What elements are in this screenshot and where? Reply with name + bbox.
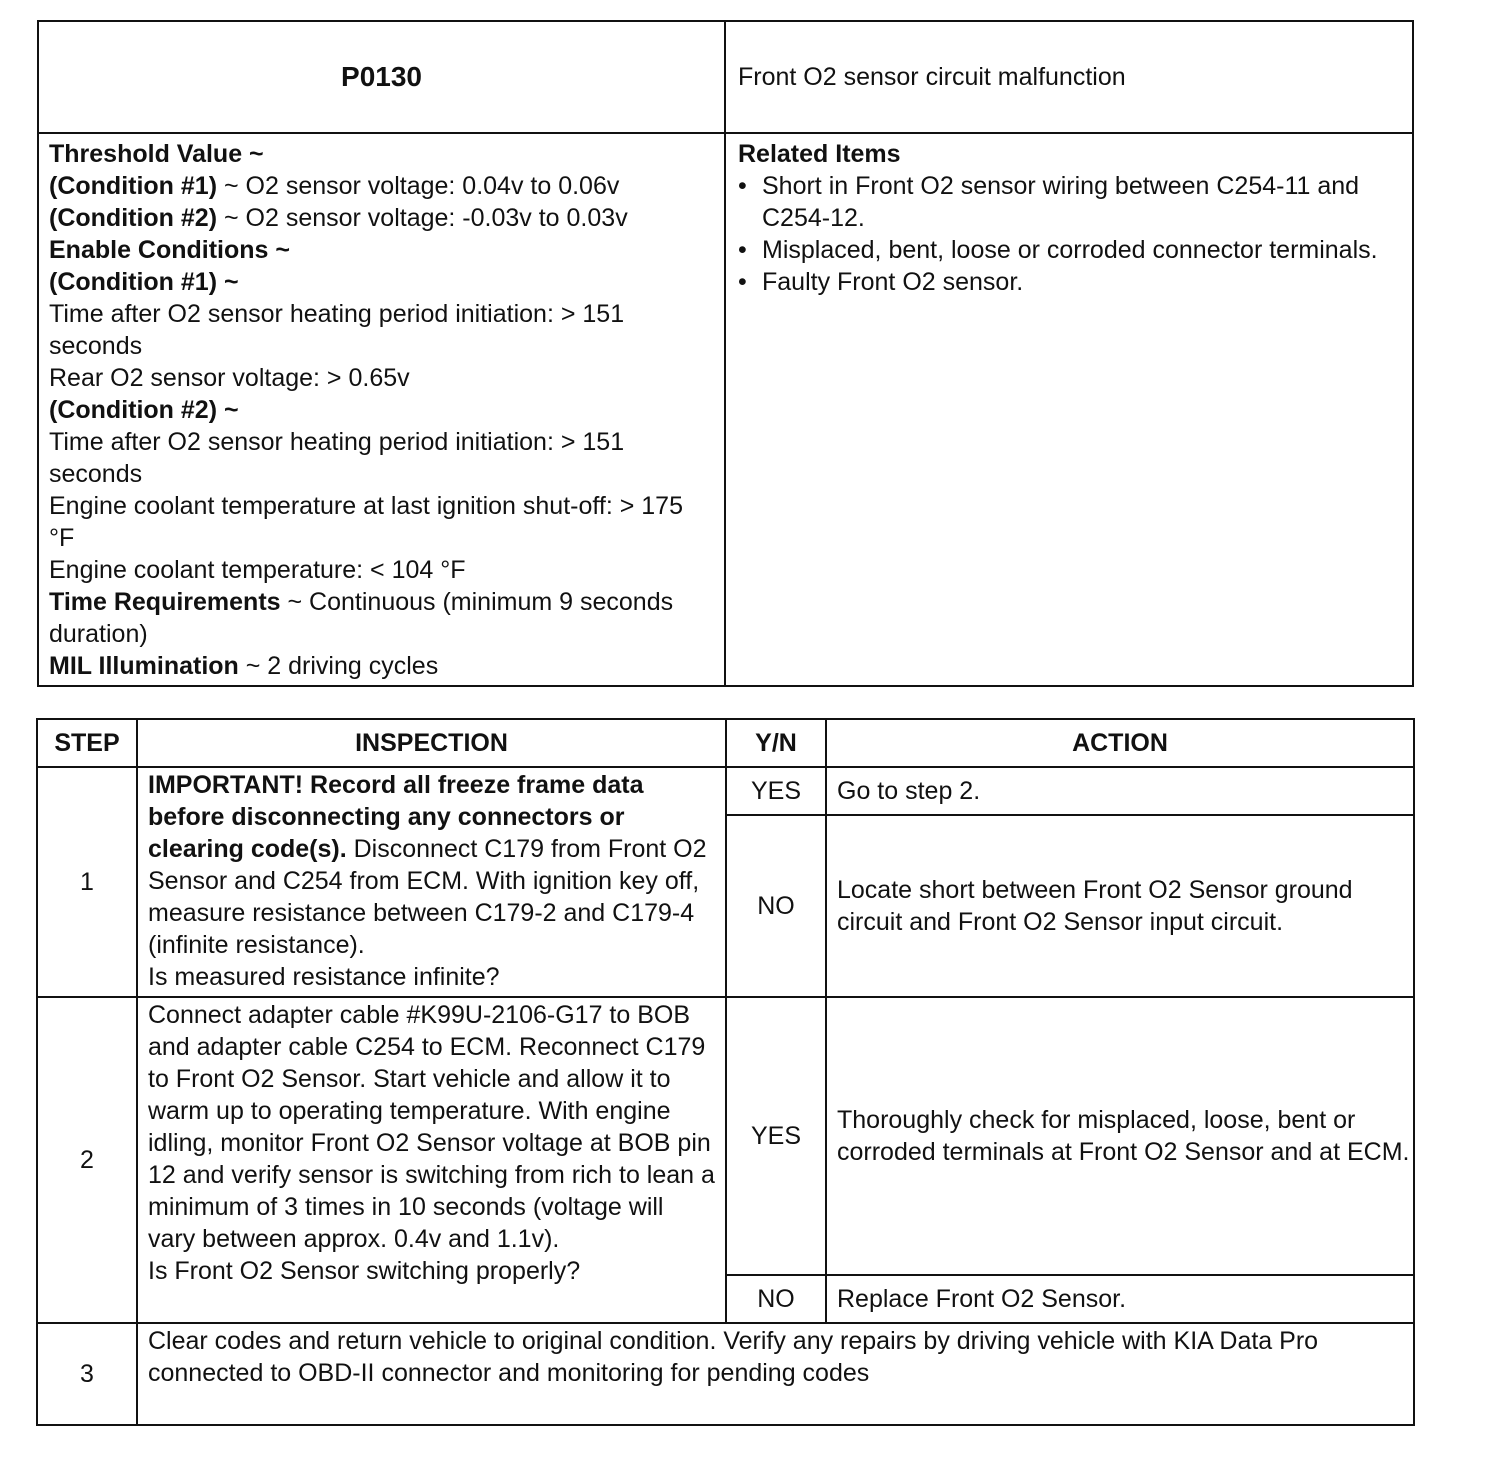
condition-text: ~ O2 sensor voltage: -0.03v to 0.03v	[217, 204, 628, 232]
inspection-question: Is Front O2 Sensor switching properly?	[148, 1257, 581, 1285]
related-items-heading: Related Items	[738, 140, 901, 168]
enable-condition-1-label: (Condition #1) ~	[49, 268, 239, 296]
no-action: Locate short between Front O2 Sensor ground circuit and Front O2 Sensor input circuit.	[826, 815, 1414, 997]
important-note: IMPORTANT! Record all freeze frame data before disconnecting any connectors or clearing code(s).	[148, 771, 644, 863]
yn-yes: YES	[726, 767, 826, 815]
time-requirements-label: Time Requirements	[49, 588, 281, 616]
no-action: Replace Front O2 Sensor.	[826, 1275, 1414, 1323]
mil-label: MIL Illumination	[49, 652, 239, 680]
step-number: 3	[37, 1323, 137, 1425]
dtc-info-table	[37, 20, 1414, 687]
dtc-body-row	[38, 133, 1413, 686]
related-item-text: Misplaced, bent, loose or corroded connector terminals.	[762, 236, 1378, 264]
enable-c2-coolant: Engine coolant temperature: < 104 °F	[49, 556, 466, 584]
header-yn: Y/N	[726, 719, 826, 767]
threshold-heading: Threshold Value ~	[49, 140, 264, 168]
diagnostic-steps-table	[36, 718, 1415, 1426]
enable-c2-coolant-last: Engine coolant temperature at last ignition shut-off: > 175 °F	[49, 492, 683, 552]
enable-c1-time: Time after O2 sensor heating period initiation: > 151 seconds	[49, 300, 625, 360]
inspection-question: Is measured resistance infinite?	[148, 963, 500, 991]
yes-action: Go to step 2.	[826, 767, 1414, 815]
mil-illumination	[49, 650, 714, 682]
table-row	[37, 767, 1414, 815]
enable-c2-time: Time after O2 sensor heating period initiation: > 151 seconds	[49, 428, 625, 488]
header-step: STEP	[37, 719, 137, 767]
table-row	[37, 997, 1414, 1275]
related-item-text: Faulty Front O2 sensor.	[762, 268, 1024, 296]
enable-heading: Enable Conditions ~	[49, 236, 290, 264]
time-requirements	[49, 586, 714, 650]
list-item	[738, 266, 1402, 298]
table-row	[37, 1323, 1414, 1425]
dtc-description: Front O2 sensor circuit malfunction	[725, 21, 1413, 133]
inspection-text: Disconnect C179 from Front O2 Sensor and C254 from ECM. With ignition key off, measure resistance between C179-2 and C179-4 (infinite resistance).	[148, 835, 707, 959]
bullet-icon: •	[738, 268, 747, 296]
conditions-cell	[38, 133, 725, 686]
step-number: 2	[37, 997, 137, 1323]
mil-text: ~ 2 driving cycles	[238, 652, 439, 680]
dtc-header-row	[38, 21, 1413, 133]
enable-condition-2-label: (Condition #2) ~	[49, 396, 239, 424]
yn-yes: YES	[726, 997, 826, 1275]
yn-no: NO	[726, 815, 826, 997]
yn-no: NO	[726, 1275, 826, 1323]
dtc-code: P0130	[38, 21, 725, 133]
related-item-text: Short in Front O2 sensor wiring between C254-11 and C254-12.	[762, 172, 1360, 232]
condition-label: (Condition #1)	[49, 172, 218, 200]
step-number: 1	[37, 767, 137, 997]
step-3-text: Clear codes and return vehicle to original condition. Verify any repairs by driving vehicle with KIA Data Pro connected to OBD-II connector and monitoring for pending codes	[137, 1323, 1414, 1425]
inspection-text: Connect adapter cable #K99U-2106-G17 to BOB and adapter cable C254 to ECM. Reconnect C179 to Front O2 Sensor. Start vehicle and allow it to warm up to operating temperature. With engine idling, monitor Front O2 Sensor voltage at BOB pin 12 and verify sensor is switching from rich to lean a minimum of 3 times in 10 seconds (voltage will vary between approx. 0.4v and 1.1v).	[148, 1001, 715, 1253]
table-header-row	[37, 719, 1414, 767]
threshold-condition-2	[49, 202, 714, 234]
header-inspection: INSPECTION	[137, 719, 726, 767]
header-action: ACTION	[826, 719, 1414, 767]
bullet-icon: •	[738, 236, 747, 264]
list-item	[738, 234, 1402, 266]
threshold-condition-1	[49, 170, 714, 202]
yes-action: Thoroughly check for misplaced, loose, bent or corroded terminals at Front O2 Sensor and at ECM.	[826, 997, 1414, 1275]
time-requirements-text: ~ Continuous (minimum 9 seconds duration)	[49, 588, 674, 648]
enable-c1-rear-voltage: Rear O2 sensor voltage: > 0.65v	[49, 364, 410, 392]
step-2-inspection	[137, 997, 726, 1323]
related-items-list	[738, 170, 1402, 298]
related-items-cell	[725, 133, 1413, 686]
step-1-inspection	[137, 767, 726, 997]
condition-label: (Condition #2)	[49, 204, 218, 232]
list-item	[738, 170, 1402, 234]
condition-text: ~ O2 sensor voltage: 0.04v to 0.06v	[217, 172, 620, 200]
bullet-icon: •	[738, 172, 747, 200]
